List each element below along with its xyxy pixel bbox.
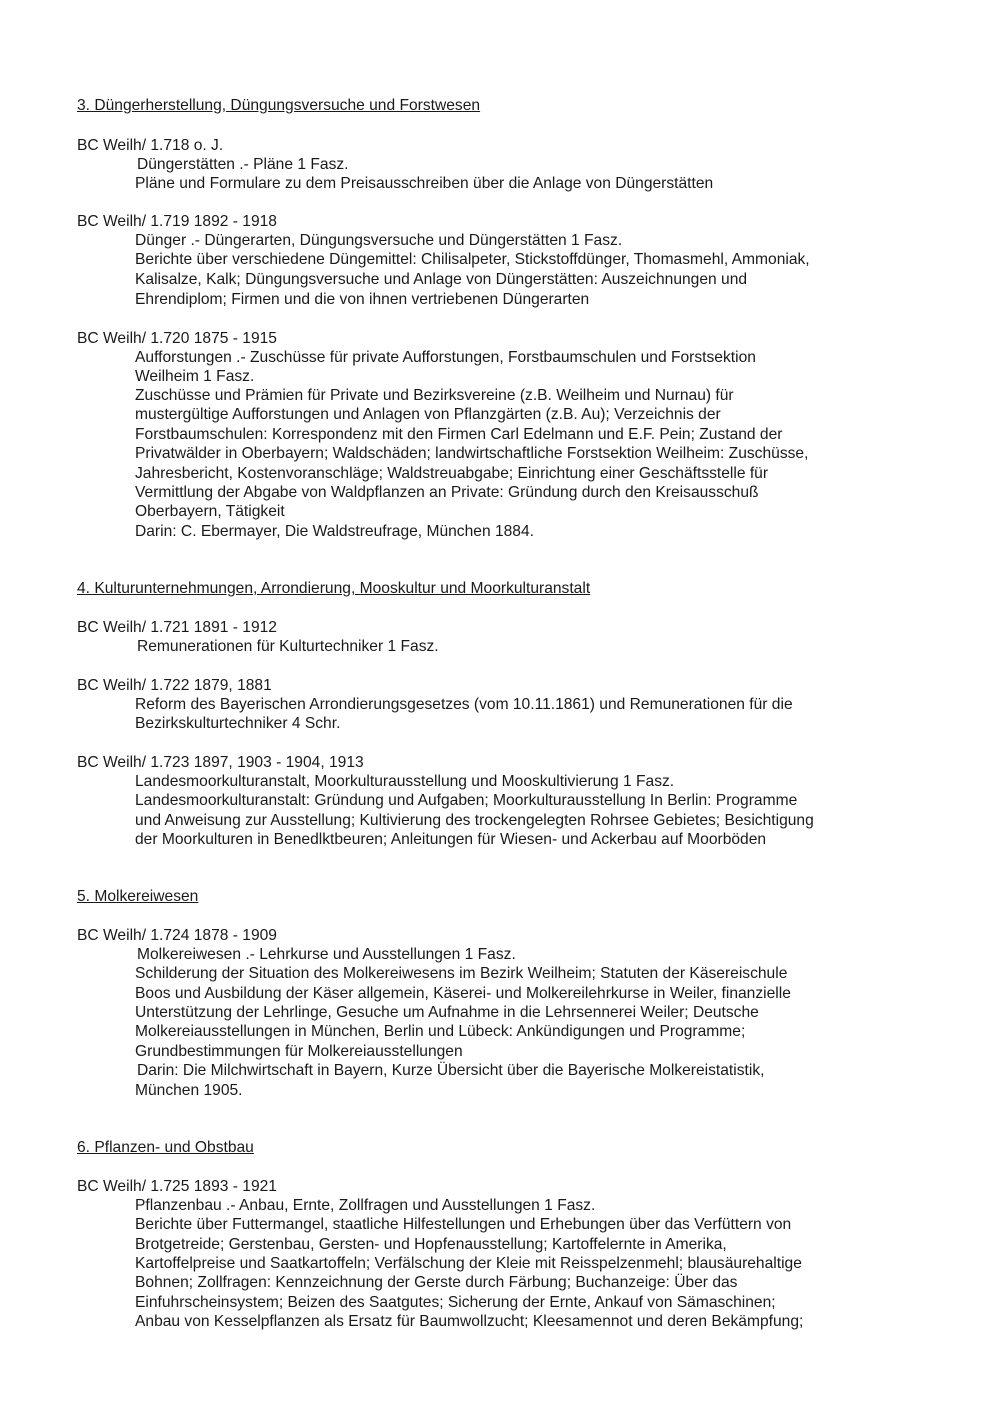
entry-description: Oberbayern, Tätigkeit: [135, 503, 285, 520]
entry-description: Landesmoorkulturanstalt: Gründung und Aufgaben; Moorkulturausstellung In Berlin: Programme: [135, 792, 798, 809]
entry-title: Bezirkskulturtechniker 4 Schr.: [135, 715, 341, 732]
entry-title: Landesmoorkulturanstalt, Moorkulturausstellung und Mooskultivierung 1 Fasz.: [135, 773, 675, 790]
entry-description: Unterstützung der Lehrlinge, Gesuche um Aufnahme in die Lehrsennerei Weiler; Deutsche: [135, 1004, 759, 1021]
entry-description: Privatwälder in Oberbayern; Waldschäden; landwirtschaftliche Forstsektion Weilheim: Zuschüsse,: [135, 445, 809, 462]
entry-description: Einfuhrscheinsystem; Beizen des Saatgutes; Sicherung der Ernte, Ankauf von Sämaschinen;: [135, 1294, 776, 1311]
entry-signature: BC Weilh/ 1.718 o. J.: [77, 137, 224, 154]
entry-description: Vermittlung der Abgabe von Waldpflanzen an Private: Gründung durch den Kreisausschuß: [135, 484, 759, 501]
entry-description: Grundbestimmungen für Molkereiausstellungen: [135, 1043, 463, 1060]
entry-description: der Moorkulturen in Benedlktbeuren; Anleitungen für Wiesen- und Ackerbau auf Moorböden: [135, 831, 767, 848]
section-heading: 4. Kulturunternehmungen, Arrondierung, Mooskultur und Moorkulturanstalt: [77, 580, 591, 597]
entry-description: Pläne und Formulare zu dem Preisausschreiben über die Anlage von Düngerstätten: [135, 175, 714, 192]
section-heading: 6. Pflanzen- und Obstbau: [77, 1139, 254, 1156]
entry-signature: BC Weilh/ 1.724 1878 - 1909: [77, 927, 277, 944]
entry-description: Berichte über verschiedene Düngemittel: Chilisalpeter, Stickstoffdünger, Thomasmehl, Ammoniak,: [135, 251, 810, 268]
entry-note: München 1905.: [135, 1082, 243, 1099]
section-heading: 3. Düngerherstellung, Düngungsversuche und Forstwesen: [77, 97, 481, 114]
entry-note: Darin: C. Ebermayer, Die Waldstreufrage, München 1884.: [135, 523, 534, 540]
entry-description: mustergültige Aufforstungen und Anlagen von Pflanzgärten (z.B. Au); Verzeichnis der: [135, 406, 721, 423]
entry-signature: BC Weilh/ 1.723 1897, 1903 - 1904, 1913: [77, 754, 364, 771]
entry-signature: BC Weilh/ 1.722 1879, 1881: [77, 677, 272, 694]
entry-signature: BC Weilh/ 1.725 1893 - 1921: [77, 1178, 277, 1195]
entry-description: Berichte über Futtermangel, staatliche Hilfestellungen und Erhebungen über das Verfüttern von: [135, 1216, 792, 1233]
entry-description: Kalisalze, Kalk; Düngungsversuche und Anlage von Düngerstätten: Auszeichnungen und: [135, 271, 748, 288]
entry-description: Brotgetreide; Gerstenbau, Gersten- und Hopfenausstellung; Kartoffelernte in Amerika,: [135, 1236, 727, 1253]
entry-description: Bohnen; Zollfragen: Kennzeichnung der Gerste durch Färbung; Buchanzeige: Über das: [135, 1274, 738, 1291]
entry-description: Molkereiausstellungen in München, Berlin und Lübeck: Ankündigungen und Programme;: [135, 1023, 746, 1040]
entry-title: Molkereiwesen .- Lehrkurse und Ausstellungen 1 Fasz.: [137, 946, 516, 963]
entry-title: Reform des Bayerischen Arrondierungsgesetzes (vom 10.11.1861) und Remunerationen für die: [135, 696, 793, 713]
entry-signature: BC Weilh/ 1.721 1891 - 1912: [77, 619, 277, 636]
entry-title: Pflanzenbau .- Anbau, Ernte, Zollfragen und Ausstellungen 1 Fasz.: [135, 1197, 596, 1214]
entry-description: Forstbaumschulen: Korrespondenz mit den Firmen Carl Edelmann und E.F. Pein; Zustand der: [135, 426, 783, 443]
entry-title: Aufforstungen .- Zuschüsse für private Aufforstungen, Forstbaumschulen und Forstsektion: [135, 349, 756, 366]
entry-description: Boos und Ausbildung der Käser allgemein, Käserei- und Molkereilehrkurse in Weiler, finanzielle: [135, 985, 791, 1002]
entry-description: Ehrendiplom; Firmen und die von ihnen vertriebenen Düngerarten: [135, 291, 590, 308]
entry-description: Zuschüsse und Prämien für Private und Bezirksvereine (z.B. Weilheim und Nurnau) für: [135, 387, 734, 404]
entry-title: Weilheim 1 Fasz.: [135, 368, 255, 385]
entry-signature: BC Weilh/ 1.720 1875 - 1915: [77, 330, 277, 347]
entry-description: Kartoffelpreise und Saatkartoffeln; Verfälschung der Kleie mit Reisspelzenmehl; blausäurehaltige: [135, 1255, 802, 1272]
entry-title: Düngerstätten .- Pläne 1 Fasz.: [137, 156, 349, 173]
entry-description: Anbau von Kesselpflanzen als Ersatz für Baumwollzucht; Kleesamennot und deren Bekämpfung;: [135, 1313, 804, 1330]
entry-description: Jahresbericht, Kostenvoranschläge; Waldstreuabgabe; Einrichtung einer Geschäftsstelle für: [135, 465, 769, 482]
section-heading: 5. Molkereiwesen: [77, 888, 199, 905]
entry-title: Remunerationen für Kulturtechniker 1 Fasz.: [137, 638, 439, 655]
entry-description: Schilderung der Situation des Molkereiwesens im Bezirk Weilheim; Statuten der Käsereischule: [135, 965, 788, 982]
entry-description: und Anweisung zur Ausstellung; Kultivierung des trockengelegten Rohrsee Gebietes; Besichtigung: [135, 812, 814, 829]
entry-signature: BC Weilh/ 1.719 1892 - 1918: [77, 213, 277, 230]
entry-note: Darin: Die Milchwirtschaft in Bayern, Kurze Übersicht über die Bayerische Molkereistatistik,: [137, 1062, 765, 1079]
entry-title: Dünger .- Düngerarten, Düngungsversuche und Düngerstätten 1 Fasz.: [135, 232, 623, 249]
